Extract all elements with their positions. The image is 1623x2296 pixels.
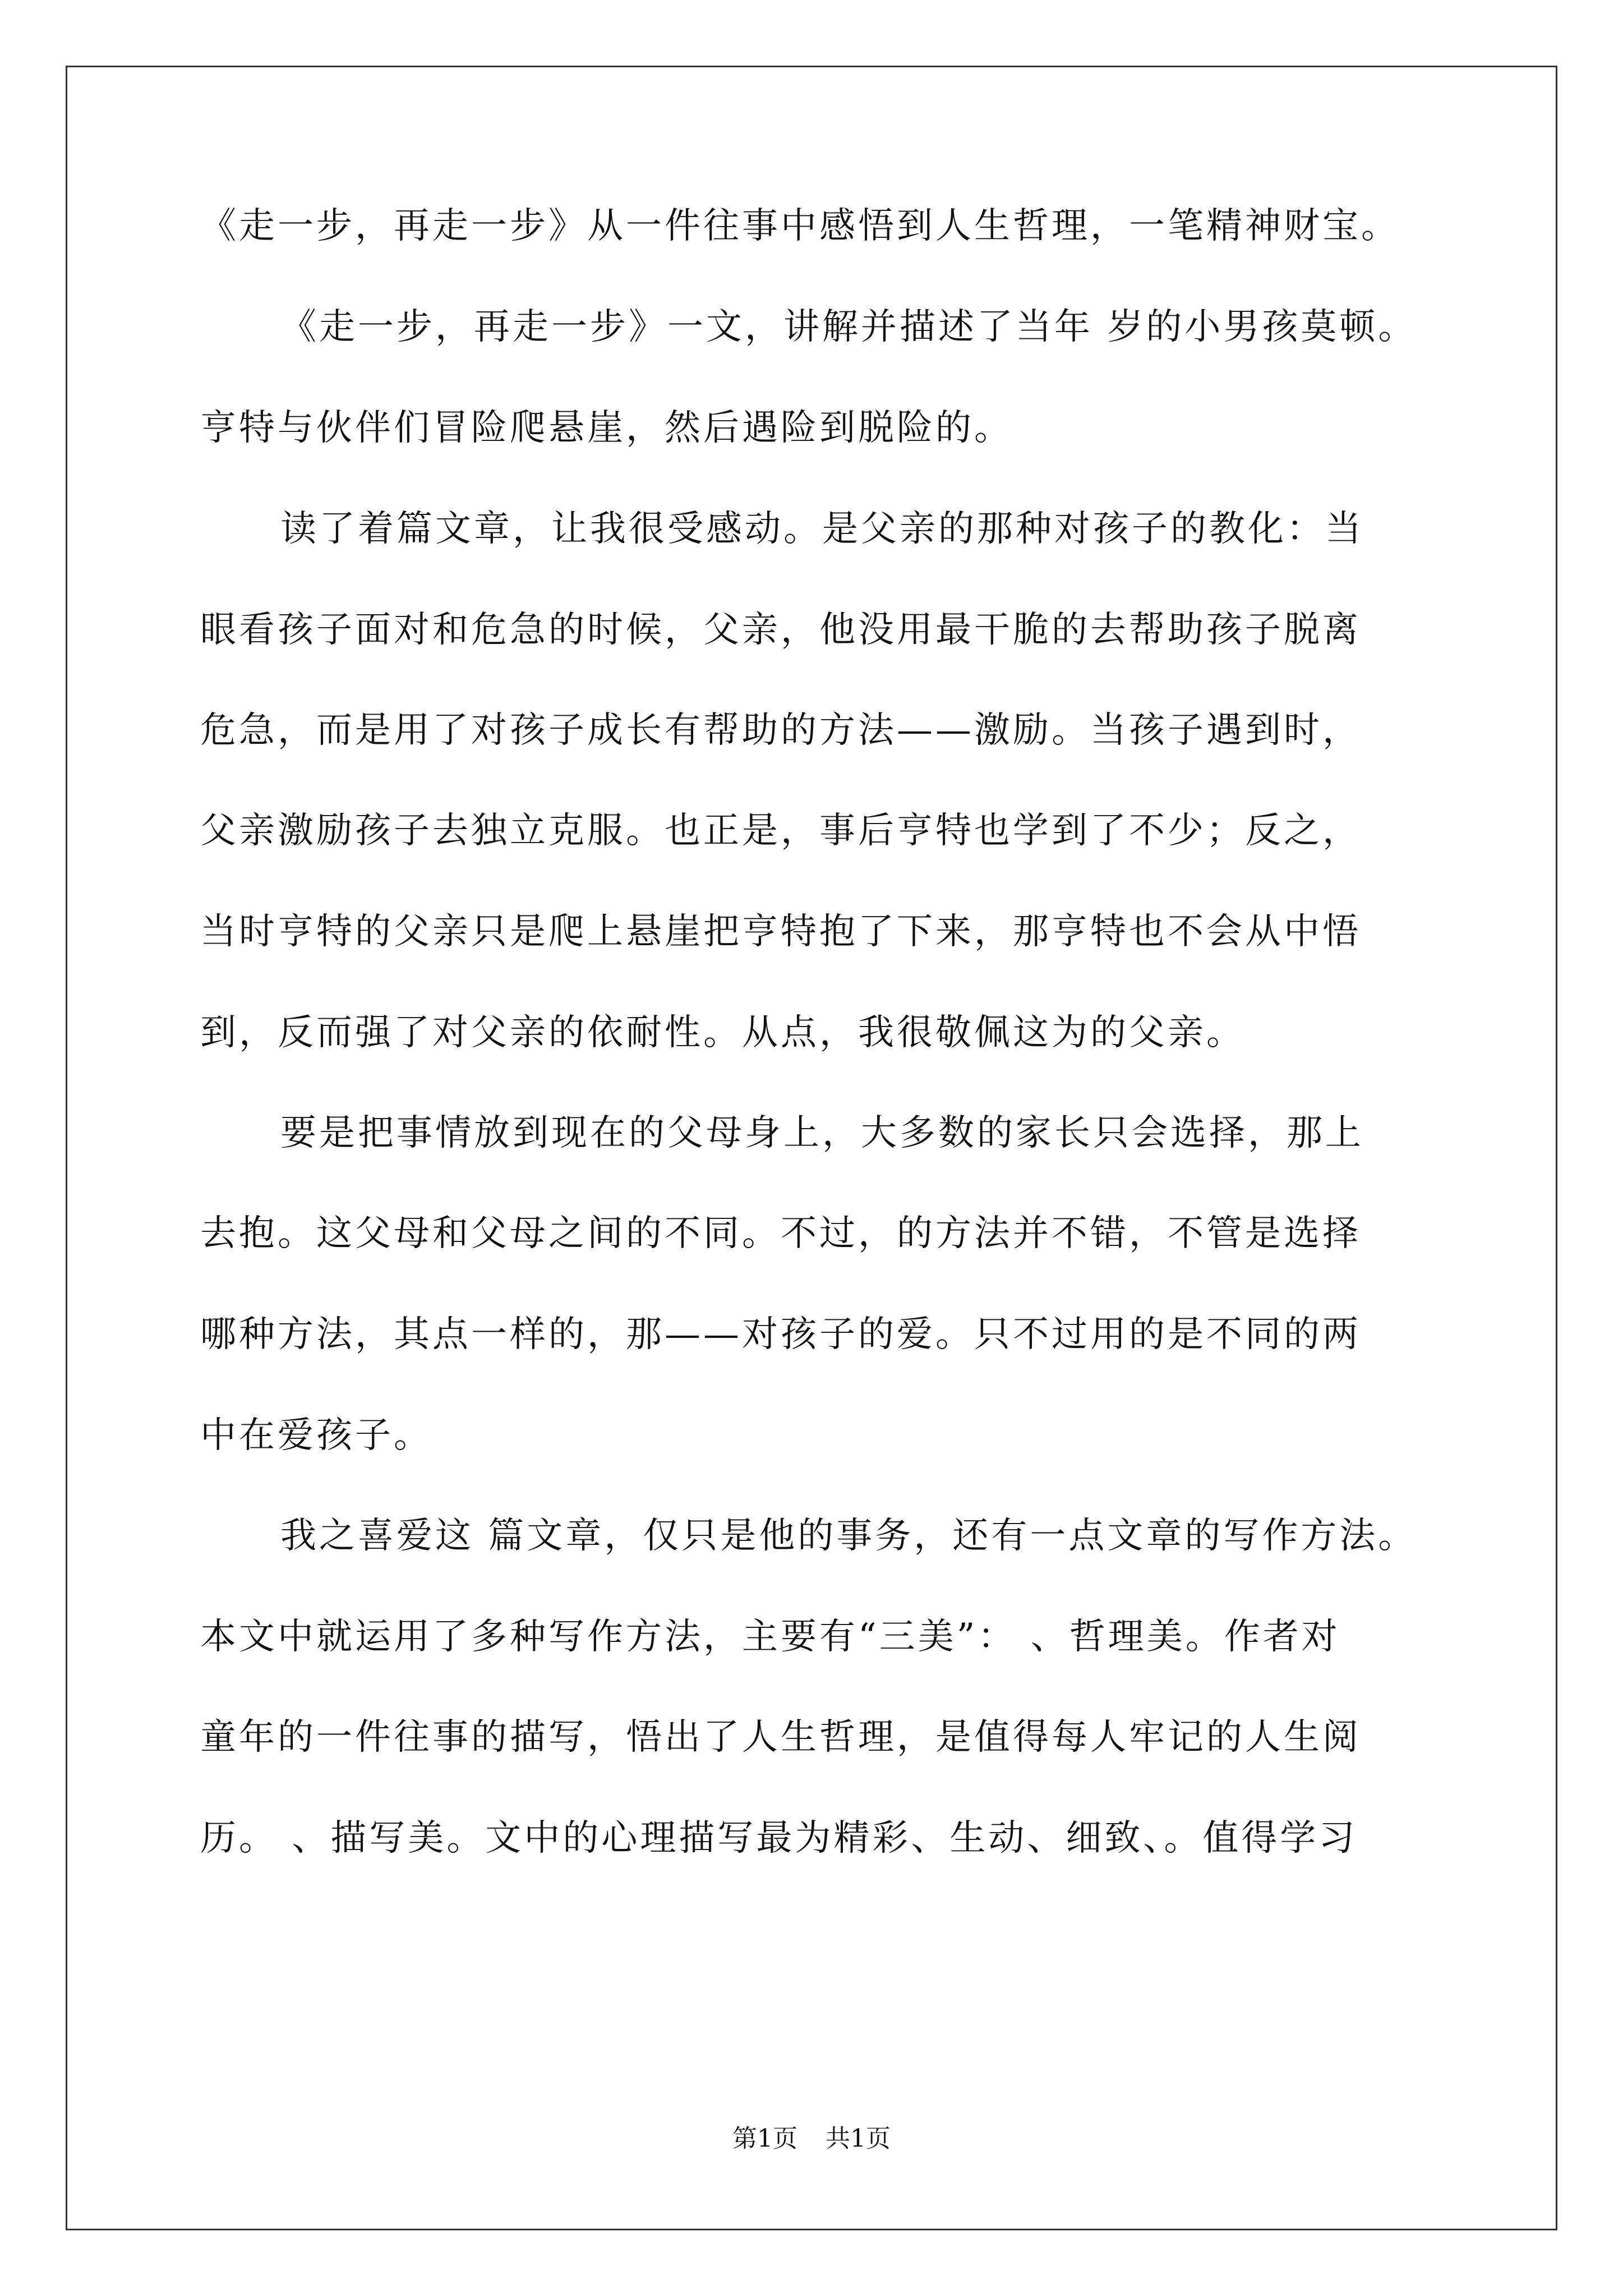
text-line-11: 去抱。这父母和父母之间的不同。不过，的方法并不错，不管是选择 xyxy=(200,1213,1361,1254)
text-line-9: 到，反而强了对父亲的依耐性。从点，我很敬佩这为的父亲。 xyxy=(200,1012,1245,1053)
text-line-17: 历。 、描写美。文中的心理描写最为精彩、生动、细致、。值得学习 xyxy=(200,1818,1358,1859)
text-line-16: 童年的一件往事的描写，悟出了人生哲理，是值得每人牢记的人生阅 xyxy=(200,1717,1361,1758)
page-number: 第1页 xyxy=(732,2124,797,2153)
text-line-2: 《走一步，再走一步》一文，讲解并描述了当年 岁的小男孩莫顿。 xyxy=(280,306,1417,348)
text-line-8: 当时亨特的父亲只是爬上悬崖把亨特抱了下来，那亨特也不会从中悟 xyxy=(200,911,1361,953)
text-line-15: 本文中就运用了多种写作方法，主要有“三美”： 、哲理美。作者对 xyxy=(200,1616,1340,1658)
text-line-3: 亨特与伙伴们冒险爬悬崖，然后遇险到脱险的。 xyxy=(200,407,1013,449)
text-line-10: 要是把事情放到现在的父母身上，大多数的家长只会选择，那上 xyxy=(280,1112,1364,1154)
text-line-7: 父亲激励孩子去独立克服。也正是，事后亨特也学到了不少；反之， xyxy=(200,810,1361,852)
text-line-14: 我之喜爱这 篇文章，仅只是他的事务，还有一点文章的写作方法。 xyxy=(280,1515,1417,1557)
text-line-1: 《走一步，再走一步》从一件往事中感悟到人生哲理，一笔精神财宝。 xyxy=(200,205,1400,247)
page-footer xyxy=(0,2123,1623,2155)
page-total: 共1页 xyxy=(826,2124,891,2153)
text-line-6: 危急，而是用了对孩子成长有帮助的方法——激励。当孩子遇到时， xyxy=(200,710,1361,751)
text-line-13: 中在爱孩子。 xyxy=(200,1415,432,1456)
text-line-4: 读了着篇文章，让我很受感动。是父亲的那种对孩子的教化：当 xyxy=(280,508,1364,550)
text-line-5: 眼看孩子面对和危急的时候，父亲，他没用最干脆的去帮助孩子脱离 xyxy=(200,609,1361,651)
text-line-12: 哪种方法，其点一样的，那——对孩子的爱。只不过用的是不同的两 xyxy=(200,1314,1361,1355)
